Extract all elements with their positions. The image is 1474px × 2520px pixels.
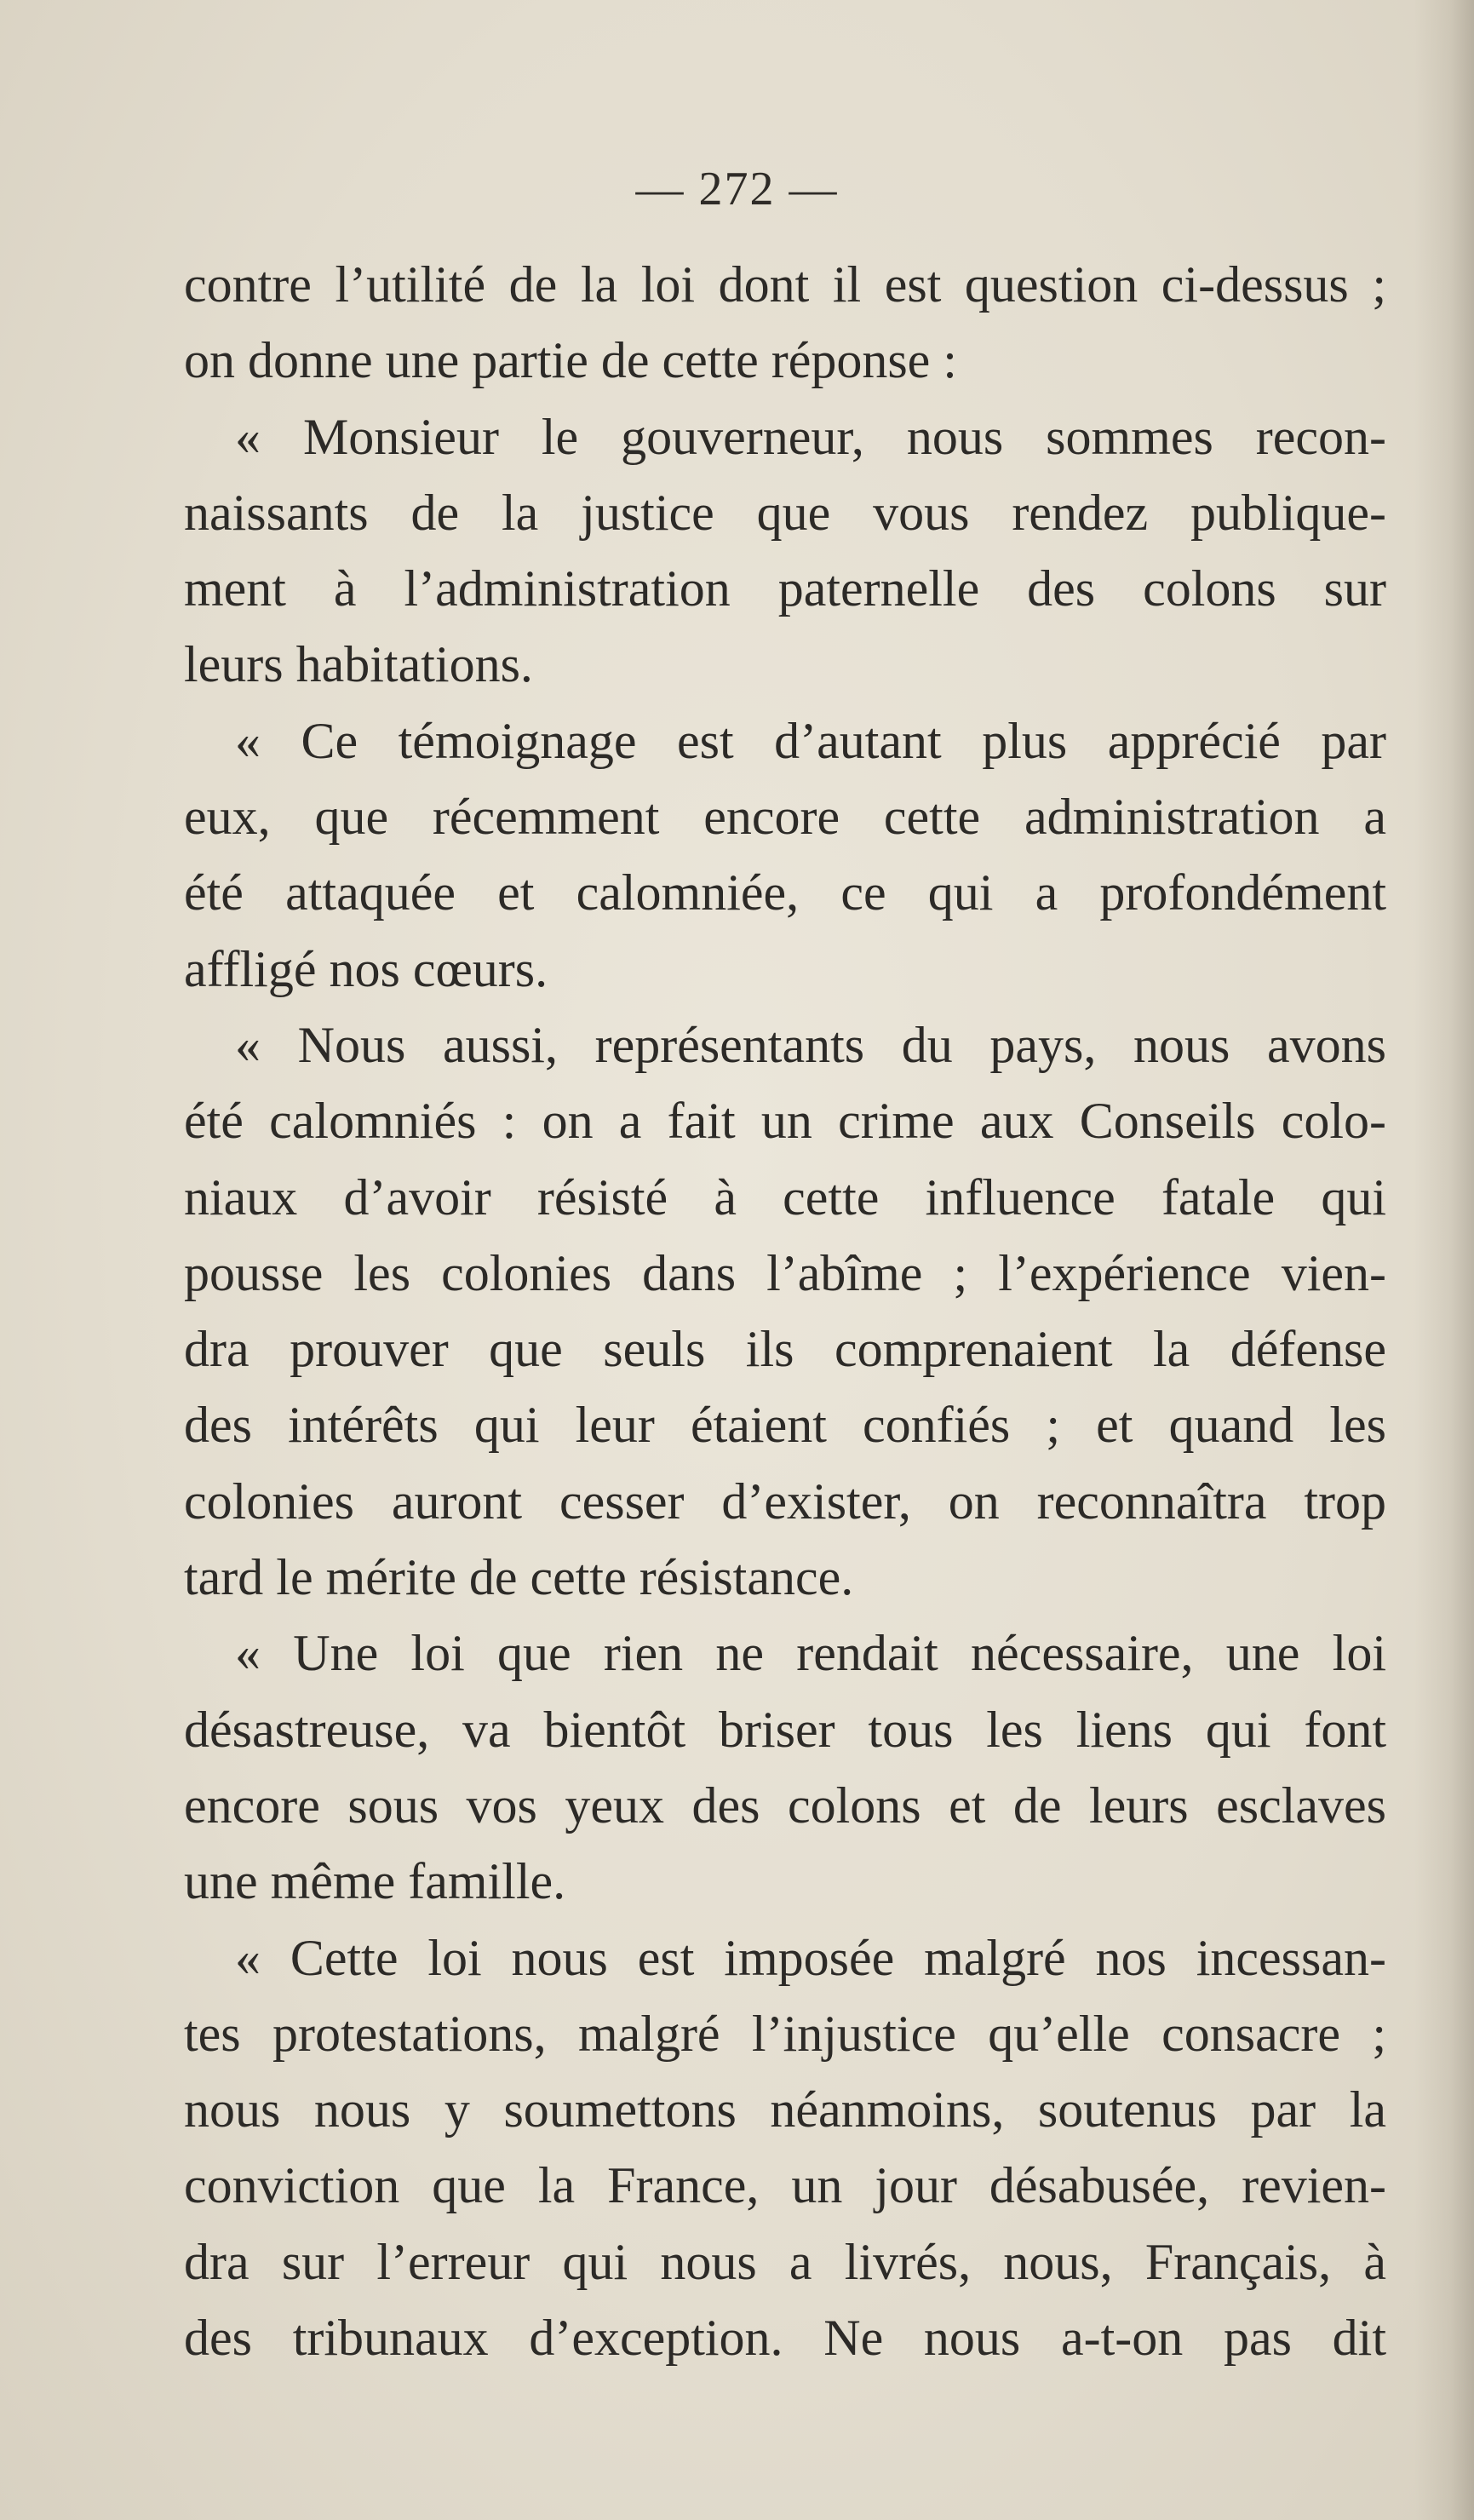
text-line: conviction que la France, un jour désabusée, revien- bbox=[184, 2157, 1386, 2214]
text-line: une même famille. bbox=[184, 1853, 566, 1910]
page-edge-shadow bbox=[1414, 0, 1474, 2520]
text-line: naissants de la justice que vous rendez publique- bbox=[184, 484, 1386, 541]
text-line: encore sous vos yeux des colons et de leurs esclaves bbox=[184, 1777, 1386, 1834]
text-line: niaux d’avoir résisté à cette influence fatale qui bbox=[184, 1168, 1386, 1226]
text-line: « Monsieur le gouverneur, nous sommes recon- bbox=[235, 408, 1386, 465]
text-line: tes protestations, malgré l’injustice qu’elle consacre ; bbox=[184, 2005, 1386, 2062]
text-line: désastreuse, va bientôt briser tous les liens qui font bbox=[184, 1701, 1386, 1758]
text-line: été attaquée et calomniée, ce qui a profondément bbox=[184, 864, 1386, 921]
page-number: — 272 — bbox=[635, 163, 839, 215]
text-line: « Nous aussi, représentants du pays, nous avons bbox=[235, 1016, 1386, 1073]
text-line: ment à l’administration paternelle des colons sur bbox=[184, 560, 1386, 617]
text-line: été calomniés : on a fait un crime aux Conseils colo- bbox=[184, 1093, 1386, 1150]
text-line: dra prouver que seuls ils comprenaient la défense bbox=[184, 1321, 1386, 1378]
text-line: « Une loi que rien ne rendait nécessaire, une loi bbox=[235, 1625, 1386, 1682]
text-line: tard le mérite de cette résistance. bbox=[184, 1549, 854, 1606]
text-line: « Ce témoignage est d’autant plus apprécié par bbox=[235, 712, 1386, 769]
text-line: dra sur l’erreur qui nous a livrés, nous, Français, à bbox=[184, 2233, 1386, 2290]
text-line: nous nous y soumettons néanmoins, soutenus par la bbox=[184, 2081, 1386, 2138]
body-text bbox=[184, 247, 1386, 2376]
text-line: contre l’utilité de la loi dont il est question ci-dessus ; bbox=[184, 256, 1386, 313]
text-line: affligé nos cœurs. bbox=[184, 940, 548, 997]
text-line: leurs habitations. bbox=[184, 636, 533, 693]
text-line: pousse les colonies dans l’abîme ; l’expérience vien- bbox=[184, 1244, 1386, 1301]
text-line: on donne une partie de cette réponse : bbox=[184, 332, 957, 389]
text-line: des tribunaux d’exception. Ne nous a-t-on pas dit bbox=[184, 2310, 1386, 2367]
text-line: colonies auront cesser d’exister, on reconnaîtra trop bbox=[184, 1472, 1386, 1530]
text-line: eux, que récemment encore cette administration a bbox=[184, 789, 1386, 846]
text-line: « Cette loi nous est imposée malgré nos incessan- bbox=[235, 1929, 1386, 1986]
text-line: des intérêts qui leur étaient confiés ; et quand les bbox=[184, 1397, 1386, 1454]
